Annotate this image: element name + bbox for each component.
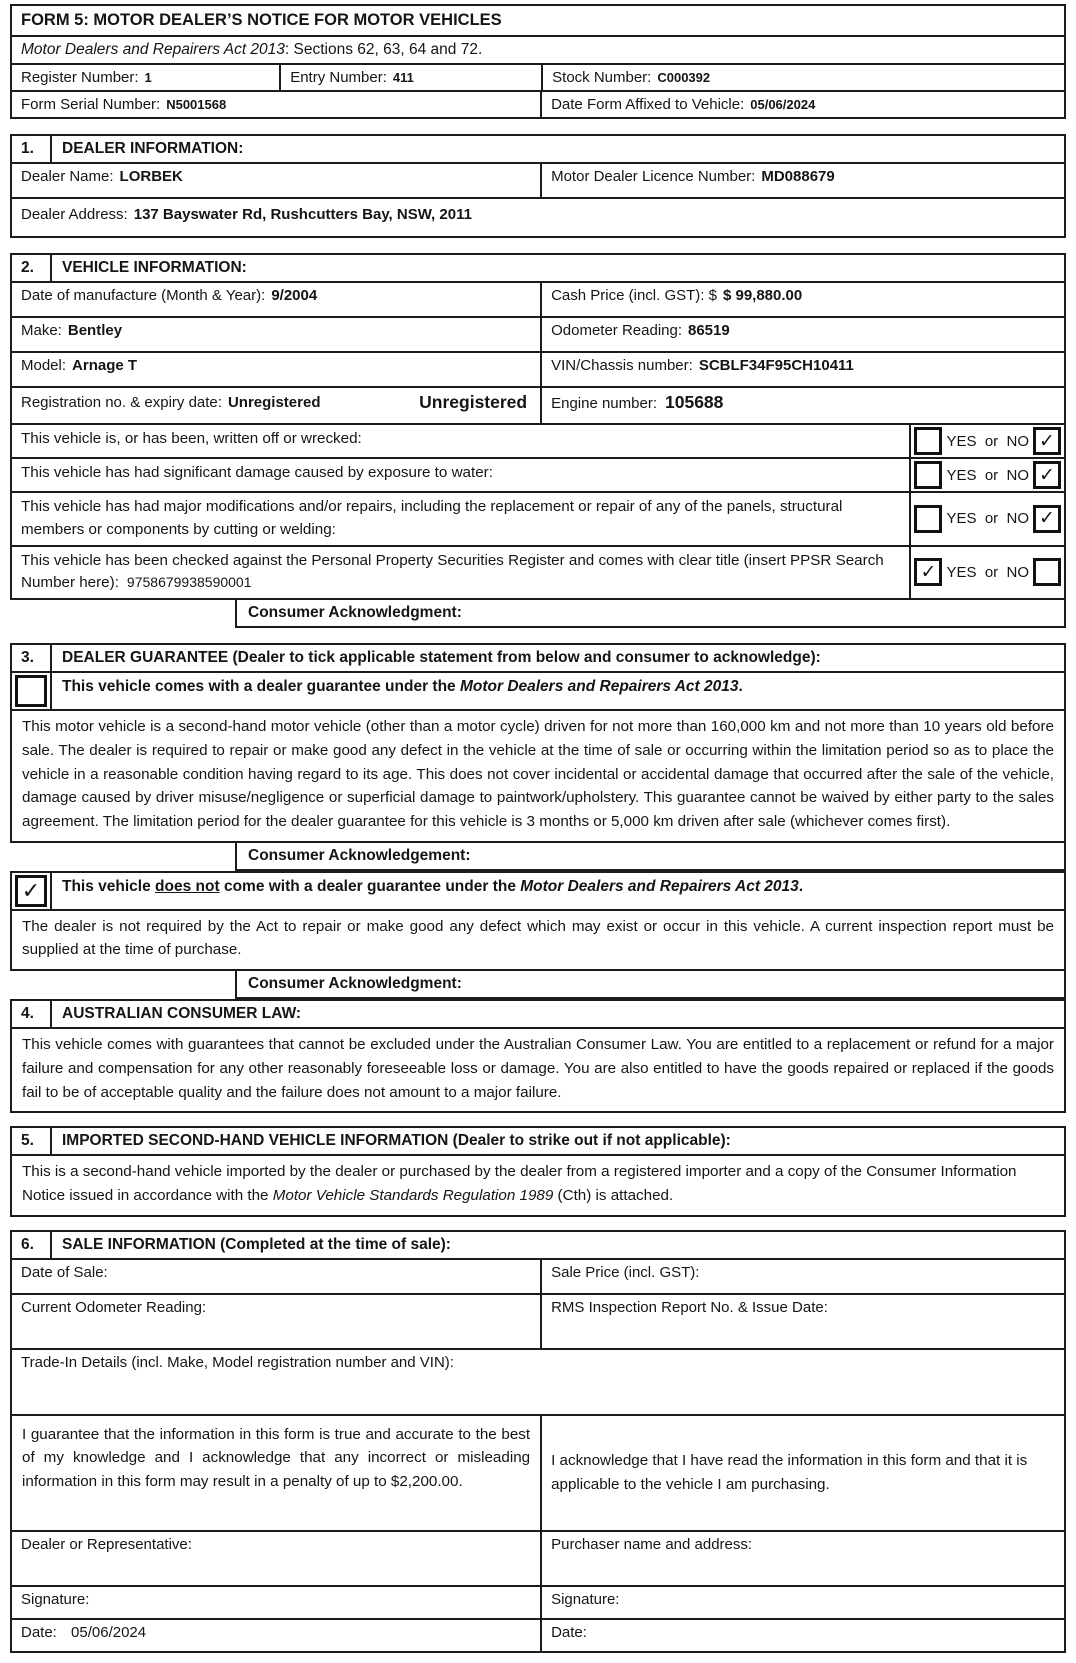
guarantee-option-checkbox[interactable]: [15, 675, 47, 707]
odometer-label: Odometer Reading:: [551, 322, 682, 339]
stock-number-field: [541, 65, 1064, 90]
cash-price-label: Cash Price (incl. GST): $: [551, 287, 717, 304]
date-of-sale-label: Date of Sale:: [21, 1263, 108, 1281]
water-damage-row: [12, 457, 1064, 491]
odometer-rms-row: [12, 1293, 1064, 1348]
dealer-address-value: 137 Bayswater Rd, Rushcutters Bay, NSW, 2011: [133, 206, 472, 223]
date-row: [12, 1618, 1064, 1651]
section6-table: [10, 1230, 1066, 1653]
ppsr-number-value: 9758679938590001: [126, 574, 252, 591]
dealer-date-value: 05/06/2024: [71, 1623, 147, 1641]
rego-value: Unregistered: [227, 394, 321, 411]
no-guarantee-option-checkbox[interactable]: ✓: [15, 875, 47, 907]
section3-table: [10, 643, 1066, 843]
section2-header: [12, 255, 1064, 281]
vin-value: SCBLF34F95CH10411: [698, 357, 854, 374]
section1-table: [10, 134, 1066, 238]
dealer-address-label: Dealer Address:: [21, 206, 128, 223]
purchaser-signature-field: [540, 1587, 1064, 1618]
acl-paragraph-row: [12, 1027, 1064, 1111]
modifications-statement: This vehicle has had major modifications and/or repairs, including the replacement or repair of any of the panels, structural members or components by cutting or welding:: [21, 498, 843, 538]
make-label: Make:: [21, 322, 62, 339]
rms-field: [540, 1295, 1064, 1348]
section6-header: [12, 1232, 1064, 1258]
imported-paragraph: This is a second-hand vehicle imported by the dealer or purchased by the dealer from a registered importer and a copy of the Consumer Information Notice issued in accordance with the Motor Vehicle Standards Regulation 1989 (Cth) is attached.: [22, 1163, 1017, 1204]
cash-price-value: $ 99,880.00: [722, 287, 803, 304]
act-reference: [12, 37, 1064, 63]
guarantee-option-row: [12, 671, 1064, 709]
form-header-table: [10, 4, 1066, 119]
ppsr-row: [12, 545, 1064, 599]
section5-header: [12, 1128, 1064, 1154]
dealer-rep-label: Dealer or Representative:: [21, 1535, 192, 1553]
purchaser-field: [540, 1532, 1064, 1585]
vin-label: VIN/Chassis number:: [551, 357, 693, 374]
purchaser-date-field: [540, 1620, 1064, 1651]
section3-consumer-acknowledgement: Consumer Acknowledgement:: [235, 843, 1066, 871]
form-title-row: [12, 6, 1064, 35]
water-damage-statement: This vehicle has had significant damage caused by exposure to water:: [21, 464, 493, 481]
make-odometer-row: [12, 316, 1064, 351]
dealer-address-row: [12, 197, 1064, 236]
section3-no-guarantee-table: [10, 871, 1066, 971]
imported-paragraph-row: [12, 1154, 1064, 1214]
written-off-yes-checkbox[interactable]: [914, 427, 942, 455]
rego-field: [12, 388, 540, 423]
written-off-statement: This vehicle is, or has been, written off or wrecked:: [21, 430, 362, 447]
purchaser-date-label: Date:: [551, 1623, 587, 1641]
water-damage-yes-checkbox[interactable]: [914, 461, 942, 489]
dealer-signature-field: [12, 1587, 540, 1618]
form-serial-label: Form Serial Number:: [21, 96, 161, 113]
purchaser-acknowledgment: I acknowledge that I have read the information in this form and that it is applicable to the vehicle I am purchasing.: [540, 1416, 1064, 1530]
section4-table: [10, 999, 1066, 1113]
section1-header: [12, 136, 1064, 162]
cash-price-field: [540, 283, 1064, 316]
ppsr-statement: This vehicle has been checked against the Personal Property Securities Register and comes with clear title (insert PPSR Search Number here): 9758679938590001: [21, 551, 884, 592]
register-number-field: [12, 65, 279, 90]
dealer-declaration: I guarantee that the information in this form is true and accurate to the best of my knowledge and I acknowledge that any incorrect or misleading information in this form may result in a penalty of up to $2,200.00.: [22, 1425, 531, 1491]
no-guarantee-paragraph: The dealer is not required by the Act to repair or make good any defect which may exist or occur in this vehicle. A current inspection report must be supplied at the time of purchase.: [22, 917, 1054, 959]
ppsr-yesno: [909, 547, 1064, 599]
section1-number: 1.: [21, 140, 34, 157]
no-guarantee-option-text: This vehicle does not come with a dealer guarantee under the Motor Dealers and Repairers Act 2013.: [50, 873, 1064, 909]
model-value: Arnage T: [72, 357, 138, 374]
trade-in-field: [12, 1350, 1064, 1414]
act-sections: : Sections 62, 63, 64 and 72.: [284, 41, 483, 58]
water-damage-no-checkbox[interactable]: ✓: [1033, 461, 1061, 489]
date-of-sale-field: [12, 1260, 540, 1293]
modifications-row: [12, 491, 1064, 545]
section3-title: DEALER GUARANTEE (Dealer to tick applicable statement from below and consumer to acknowledge):: [50, 645, 1064, 671]
register-entry-stock-row: [12, 63, 1064, 90]
engine-value: 105688: [665, 392, 724, 412]
engine-label: Engine number:: [551, 395, 657, 412]
current-odometer-field: [12, 1295, 540, 1348]
act-name: Motor Dealers and Repairers Act 2013: [21, 41, 285, 58]
serial-date-row: [12, 90, 1064, 117]
entry-number-value: 411: [392, 70, 414, 85]
modifications-no-checkbox[interactable]: ✓: [1033, 505, 1061, 533]
acl-paragraph: This vehicle comes with guarantees that cannot be excluded under the Australian Consumer Law. You are entitled to a replacement or refund for a major failure and compensation for any other reasonably foreseeable loss or damage. You are also entitled to have the goods repaired or replaced if the goods fail to be of acceptable quality and the failure does not amount to a major failure.: [22, 1036, 1054, 1101]
no-guarantee-option-row: [12, 873, 1064, 909]
date-affixed-value: 05/06/2024: [750, 97, 816, 112]
modifications-yesno-label: YES or NO: [946, 510, 1029, 528]
date-affixed-label: Date Form Affixed to Vehicle:: [551, 96, 745, 113]
purchaser-signature-label: Signature:: [551, 1590, 620, 1608]
dealer-signature-label: Signature:: [21, 1590, 90, 1608]
written-off-no-checkbox[interactable]: ✓: [1033, 427, 1061, 455]
sale-date-price-row: [12, 1258, 1064, 1293]
manufacture-value: 9/2004: [271, 287, 318, 304]
ppsr-yes-checkbox[interactable]: ✓: [914, 558, 942, 586]
section6-number: 6.: [21, 1235, 34, 1253]
written-off-yesno-label: YES or NO: [946, 432, 1029, 450]
register-number-label: Register Number:: [21, 69, 139, 86]
form-serial-field: [12, 92, 540, 117]
guarantee-option-text: This vehicle comes with a dealer guarantee under the Motor Dealers and Repairers Act 2013.: [50, 673, 1064, 709]
section2-table: [10, 253, 1066, 600]
ppsr-yesno-label: YES or NO: [946, 563, 1029, 581]
section3-header: [12, 645, 1064, 671]
make-field: [12, 318, 540, 351]
section4-title: AUSTRALIAN CONSUMER LAW:: [50, 1001, 1064, 1027]
section2-consumer-acknowledgment: Consumer Acknowledgment:: [235, 600, 1066, 628]
section1-title: DEALER INFORMATION:: [50, 136, 1064, 162]
water-damage-yesno: [909, 459, 1064, 491]
register-number-value: 1: [144, 70, 152, 85]
section3-number: 3.: [21, 649, 34, 667]
act-row: [12, 35, 1064, 63]
trade-in-label: Trade-In Details (incl. Make, Model registration number and VIN):: [21, 1353, 454, 1371]
ppsr-no-checkbox[interactable]: [1033, 558, 1061, 586]
section5-title: IMPORTED SECOND-HAND VEHICLE INFORMATION (Dealer to strike out if not applicable):: [50, 1128, 1064, 1154]
entry-number-field: [279, 65, 541, 90]
form-title: FORM 5: MOTOR DEALER’S NOTICE FOR MOTOR VEHICLES: [21, 11, 502, 29]
vin-field: [540, 353, 1064, 386]
sale-price-label: Sale Price (incl. GST):: [551, 1263, 700, 1281]
form-serial-value: N5001568: [166, 97, 227, 112]
written-off-row: [12, 423, 1064, 457]
section4-number: 4.: [21, 1005, 34, 1023]
dealer-name-row: [12, 162, 1064, 197]
no-guarantee-paragraph-row: [12, 909, 1064, 969]
manufacture-label: Date of manufacture (Month & Year):: [21, 287, 266, 304]
section5-number: 5.: [21, 1132, 34, 1150]
dealer-address-field: [12, 199, 1064, 236]
modifications-yes-checkbox[interactable]: [914, 505, 942, 533]
manufacture-price-row: [12, 281, 1064, 316]
licence-field: [540, 164, 1064, 197]
written-off-yesno: [909, 425, 1064, 457]
stock-number-value: C000392: [657, 70, 711, 85]
model-field: [12, 353, 540, 386]
dealer-date-label: Date:: [21, 1623, 57, 1641]
rego-engine-row: [12, 386, 1064, 423]
date-affixed-field: [540, 92, 1064, 117]
declaration-row: [12, 1414, 1064, 1530]
licence-value: MD088679: [761, 168, 835, 185]
section4-header: [12, 1001, 1064, 1027]
current-odometer-label: Current Odometer Reading:: [21, 1298, 207, 1316]
section3-consumer-acknowledgment-2: Consumer Acknowledgment:: [235, 971, 1066, 999]
dealer-date-field: [12, 1620, 540, 1651]
dealer-name-label: Dealer Name:: [21, 168, 114, 185]
section2-number: 2.: [21, 259, 34, 276]
rms-label: RMS Inspection Report No. & Issue Date:: [551, 1298, 828, 1316]
trade-in-row: [12, 1348, 1064, 1414]
no-guarantee-option-checkbox-cell: [12, 873, 50, 909]
licence-label: Motor Dealer Licence Number:: [551, 168, 756, 185]
sale-price-field: [540, 1260, 1064, 1293]
odometer-field: [540, 318, 1064, 351]
names-row: [12, 1530, 1064, 1585]
water-damage-yesno-label: YES or NO: [946, 466, 1029, 484]
dealer-rep-field: [12, 1532, 540, 1585]
stock-number-label: Stock Number:: [552, 69, 652, 86]
guarantee-paragraph-row: [12, 709, 1064, 841]
model-vin-row: [12, 351, 1064, 386]
rego-label: Registration no. & expiry date:: [21, 394, 222, 411]
dealer-name-field: [12, 164, 540, 197]
manufacture-field: [12, 283, 540, 316]
engine-field: [540, 388, 1064, 423]
section5-table: [10, 1126, 1066, 1216]
modifications-yesno: [909, 493, 1064, 545]
guarantee-paragraph: This motor vehicle is a second-hand motor vehicle (other than a motor cycle) driven for not more than 160,000 km and not more than 10 years old before sale. The dealer is required to repair or make good any defect in the vehicle at the time of sale or occurring within the limitation period so as to place the vehicle in a reasonable condition having regard to its age. This does not cover incidental or accidental damage that occurred after the sale of the vehicle, damage caused by driver misuse/negligence or superficial damage to paintwork/upholstery. This guarantee cannot be waived by either party to the sales agreement. The limitation period for the dealer guarantee for this vehicle is 3 months or 5,000 km driven after sale (whichever comes first).: [22, 718, 1054, 830]
section2-title: VEHICLE INFORMATION:: [50, 255, 1064, 281]
entry-number-label: Entry Number:: [290, 69, 387, 86]
signature-row: [12, 1585, 1064, 1618]
rego-stamp: Unregistered: [419, 392, 528, 412]
make-value: Bentley: [67, 322, 123, 339]
dealer-name-value: LORBEK: [119, 168, 183, 185]
model-label: Model:: [21, 357, 67, 374]
odometer-value: 86519: [688, 322, 730, 339]
purchaser-label: Purchaser name and address:: [551, 1535, 753, 1553]
guarantee-option-checkbox-cell: [12, 673, 50, 709]
section6-title: SALE INFORMATION (Completed at the time of sale):: [50, 1232, 1064, 1258]
